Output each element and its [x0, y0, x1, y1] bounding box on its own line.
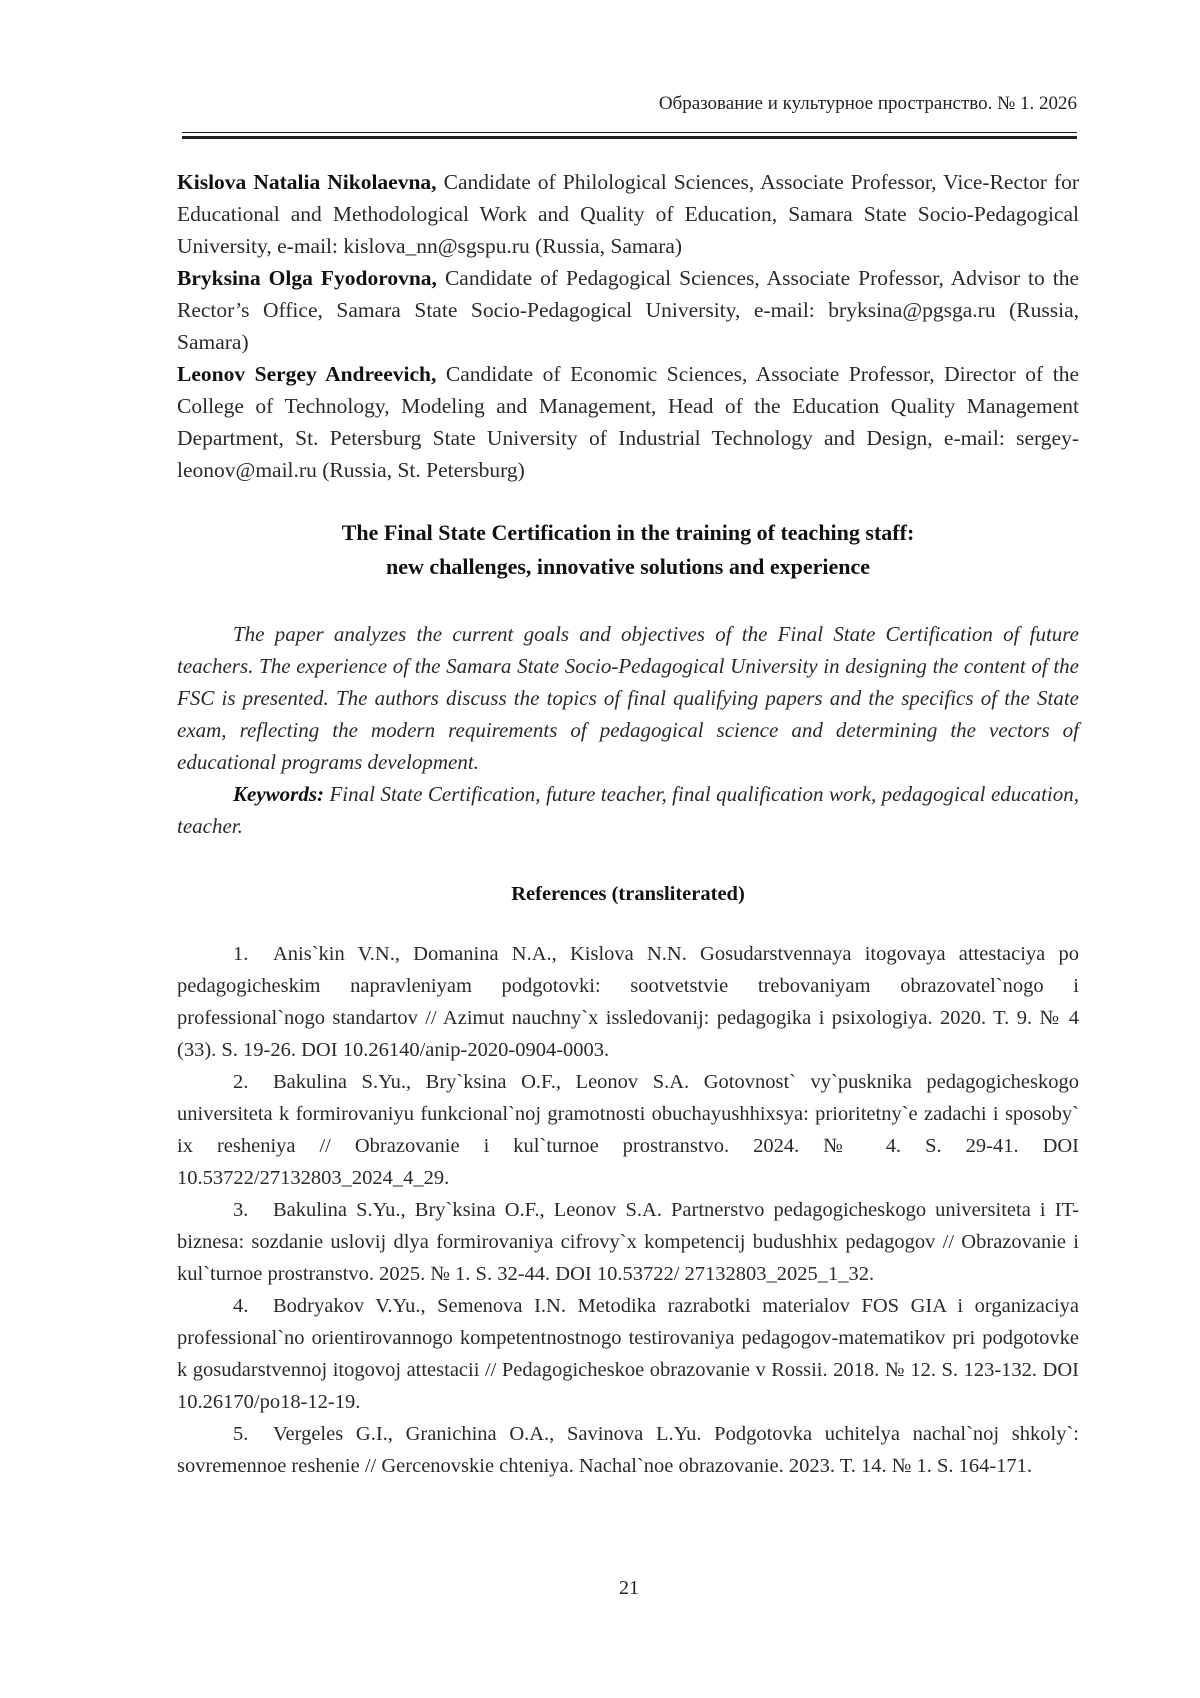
reference-item — [177, 1194, 1079, 1290]
reference-item — [177, 1290, 1079, 1418]
author-list — [177, 166, 1079, 486]
reference-item — [177, 1066, 1079, 1194]
reference-item — [177, 938, 1079, 1066]
keywords-text: Final State Certification, future teacher, final qualification work, pedagogical education, teacher. — [177, 782, 1080, 838]
keywords-label: Keywords: — [233, 782, 324, 806]
reference-number: 4. — [233, 1295, 249, 1317]
references-heading: References (transliterated) — [511, 883, 745, 905]
article-title-line: The Final State Certification in the training of teaching staff: — [341, 520, 915, 545]
article-title-line: new challenges, innovative solutions and experience — [385, 554, 870, 579]
article-body — [177, 166, 1079, 1482]
reference-text: Vergeles G.I., Granichina O.A., Savinova L.Yu. Podgotovka uchitelya nachal`noj shkoly`: sovremennoe reshenie // Gercenovskie chteniya. Nachal`noe obrazovanie. 2023. T. 14. № 1. S. 164-171. — [177, 1423, 1079, 1477]
author-details: Candidate of Philological Sciences, Associate Professor, Vice-Rector for Educational and Methodological Work and Quality of Education, Samara State Socio-Pedagogical University, e-mail: kislova_nn@sgspu.ru (Russia, Samara) — [177, 170, 1080, 258]
author-details: Candidate of Pedagogical Sciences, Associate Professor, Advisor to the Rector’s Office, Samara State Socio-Pedagogical University, e-mail: bryksina@pgsga.ru (Russia, Samara) — [177, 266, 1079, 354]
running-header: Образование и культурное пространство. № 1. 2026 — [658, 93, 1077, 114]
reference-number: 1. — [233, 943, 249, 965]
author-entry — [177, 262, 1079, 358]
author-details: Candidate of Economic Sciences, Associate Professor, Director of the College of Technology, Modeling and Management, Head of the Education Quality Management Department, St. Petersburg State University of Industrial Technology and Design, e-mail: sergey-leonov@mail.ru (Russia, St. Petersburg) — [177, 362, 1079, 482]
reference-text: Bodryakov V.Yu., Semenova I.N. Metodika razrabotki materialov FOS GIA i organizaciya professional`no orientirovannogo kompetentnostnogo testirovaniya pedagogov-matematikov pri podgotovke k gosudarstvennoj itogovoj attestacii // Pedagogicheskoe obrazovanie v Rossii. 2018. № 12. S. 123-132. DOI 10.26170/po18-12-19. — [177, 1295, 1079, 1413]
reference-number: 3. — [233, 1199, 249, 1221]
author-name: Kislova Natalia Nikolaevna, — [177, 170, 437, 194]
page-number: 21 — [619, 1577, 639, 1599]
reference-text: Anis`kin V.N., Domanina N.A., Kislova N.N. Gosudarstvennaya itogovaya attestaciya po pedagogicheskim napravleniyam podgotovki: sootvetstvie trebovaniyam obrazovatel`nogo i professional`nogo standartov // Azimut nauchny`x issledovanij: pedagogika i psixologiya. 2020. T. 9. № 4 (33). S. 19-26. DOI 10.26140/anip-2020-0904-0003. — [177, 943, 1079, 1061]
header-rule-thick — [182, 136, 1077, 139]
author-entry — [177, 166, 1079, 262]
reference-number: 2. — [233, 1071, 249, 1093]
article-title — [177, 516, 1079, 584]
author-name: Leonov Sergey Andreevich, — [177, 362, 437, 386]
reference-text: Bakulina S.Yu., Bry`ksina O.F., Leonov S.A. Partnerstvo pedagogicheskogo universiteta i IT-biznesa: sozdanie uslovij dlya formirovaniya cifrovy`x kompetencij budushhix pedagogov // Obrazovanie i kul`turnoe prostranstvo. 2025. № 1. S. 32-44. DOI 10.53722/ 27132803_2025_1_32. — [177, 1199, 1079, 1285]
references-list — [177, 938, 1079, 1482]
abstract: The paper analyzes the current goals and objectives of the Final State Certification of future teachers. The experience of the Samara State Socio-Pedagogical University in designing the content of the FSC is presented. The authors discuss the topics of final qualifying papers and the specifics of the State exam, reflecting the modern requirements of pedagogical science and determining the vectors of educational programs development. — [177, 622, 1079, 774]
author-name: Bryksina Olga Fyodorovna, — [177, 266, 437, 290]
author-entry — [177, 358, 1079, 486]
reference-number: 5. — [233, 1423, 249, 1445]
reference-text: Bakulina S.Yu., Bry`ksina O.F., Leonov S.A. Gotovnost` vy`pusknika pedagogicheskogo universiteta k formirovaniyu funkcional`noj gramotnosti obuchayushhixsya: prioritetny`e zadachi i sposoby` ix resheniya // Obrazovanie i kul`turnoe prostranstvo. 2024. № 4. S. 29-41. DOI 10.53722/27132803_2024_4_29. — [177, 1071, 1079, 1189]
reference-item — [177, 1418, 1079, 1482]
header-rule-thin — [182, 132, 1077, 133]
keywords — [177, 778, 1079, 842]
